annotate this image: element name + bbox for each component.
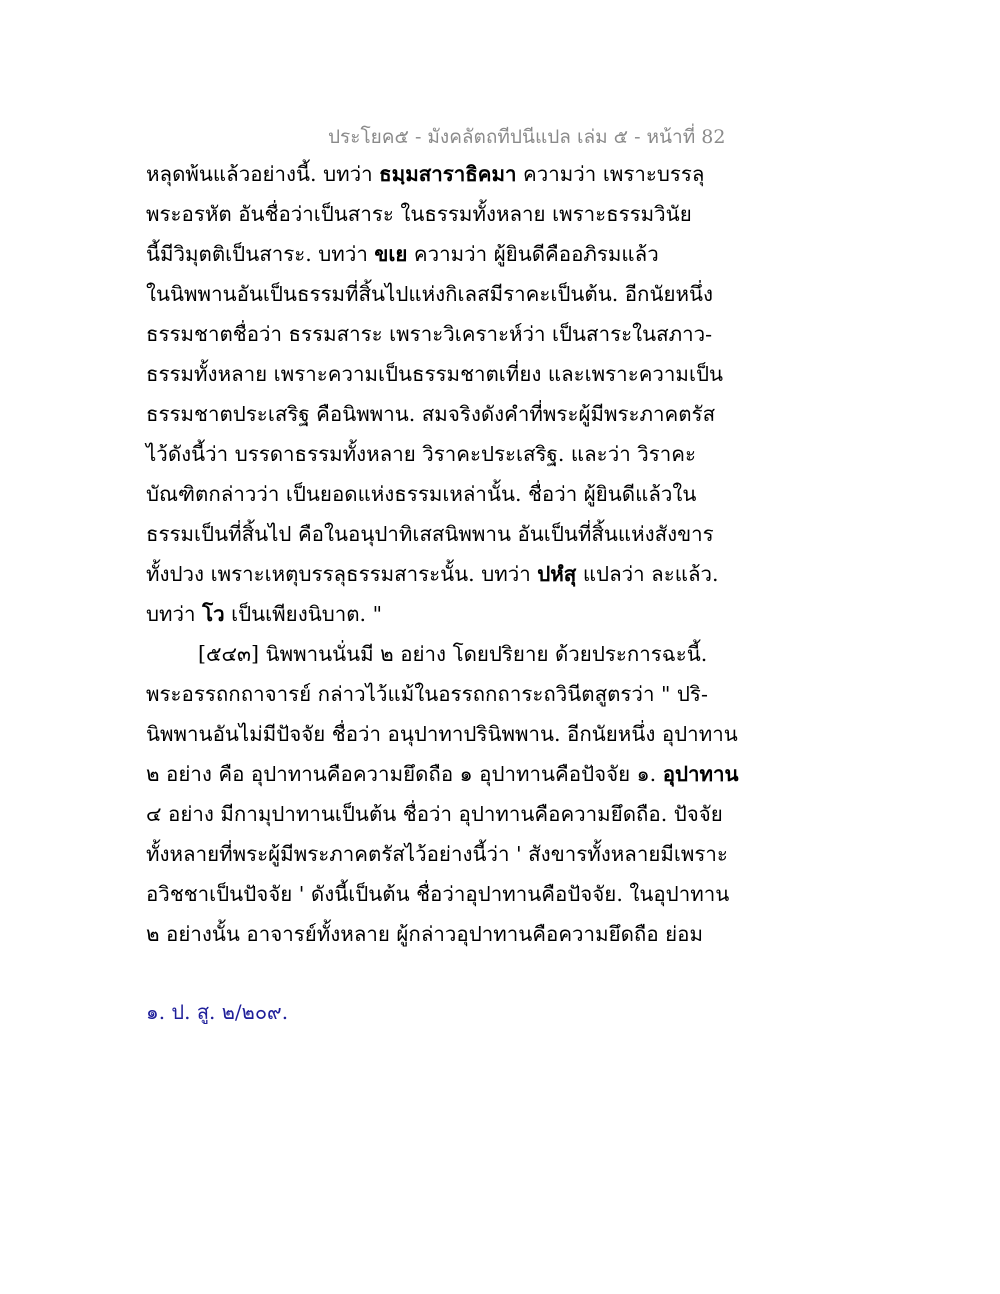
text-segment: บัณฑิตกล่าวว่า เป็นยอดแห่งธรรมเหล่านั้น. ชื่อว่า ผู้ยินดีแล้วใน [146, 482, 697, 506]
text-line [146, 434, 786, 474]
text-segment: นิพพานอันไม่มีปัจจัย ชื่อว่า อนุปาทาปรินิพพาน. อีกนัยหนึ่ง อุปาทาน [146, 722, 738, 746]
text-line [146, 394, 786, 434]
text-line [146, 594, 786, 634]
text-line [146, 834, 786, 874]
text-segment: บทว่า [146, 602, 203, 626]
bold-term: โว [202, 602, 225, 626]
text-line [146, 514, 786, 554]
text-line [146, 474, 786, 514]
text-line [146, 634, 786, 674]
text-segment: เป็นเพียงนิบาต. " [224, 602, 383, 626]
text-segment: ธรรมเป็นที่สิ้นไป คือในอนุปาทิเสสนิพพาน อันเป็นที่สิ้นแห่งสังขาร [146, 522, 714, 546]
text-line [146, 354, 786, 394]
text-segment: ในนิพพานอันเป็นธรรมที่สิ้นไปแห่งกิเลสมีราคะเป็นต้น. อีกนัยหนึ่ง [146, 282, 714, 306]
text-segment: ๒ อย่างนั้น อาจารย์ทั้งหลาย ผู้กล่าวอุปาทานคือความยึดถือ ย่อม [146, 922, 703, 946]
bold-term: อุปาทาน [662, 762, 739, 786]
text-segment: ทั้งหลายที่พระผู้มีพระภาคตรัสไว้อย่างนี้ว่า ' สังขารทั้งหลายมีเพราะ [146, 842, 728, 866]
text-line [146, 554, 786, 594]
text-line [146, 754, 786, 794]
text-segment: ทั้งปวง เพราะเหตุบรรลุธรรมสาระนั้น. บทว่า [146, 562, 538, 586]
text-line [146, 154, 786, 194]
text-line [146, 234, 786, 274]
text-line [146, 194, 786, 234]
text-line [146, 914, 786, 954]
text-segment: แปลว่า ละแล้ว. [576, 562, 719, 586]
text-segment: ความว่า ผู้ยินดีคืออภิรมแล้ว [407, 242, 659, 266]
text-segment: พระอรหัต อันชื่อว่าเป็นสาระ ในธรรมทั้งหลาย เพราะธรรมวินัย [146, 202, 692, 226]
bold-term: ธมฺมสาราธิคมา [379, 162, 517, 186]
text-segment: [๕๔๓] นิพพานนั่นมี ๒ อย่าง โดยปริยาย ด้วยประการฉะนี้. [198, 642, 708, 666]
text-segment: ไว้ดังนี้ว่า บรรดาธรรมทั้งหลาย วิราคะประเสริฐ. และว่า วิราคะ [146, 442, 696, 466]
text-segment: อวิชชาเป็นปัจจัย ' ดังนี้เป็นต้น ชื่อว่าอุปาทานคือปัจจัย. ในอุปาทาน [146, 882, 730, 906]
bold-term: ปหํสุ [537, 562, 577, 586]
text-line [146, 314, 786, 354]
text-line [146, 714, 786, 754]
page-header: ประโยค๕ - มังคลัตถทีปนีแปล เล่ม ๕ - หน้าที่ 82 [328, 126, 726, 148]
text-line [146, 794, 786, 834]
text-segment: ความว่า เพราะบรรลุ [516, 162, 705, 186]
text-segment: ธรรมชาตประเสริฐ คือนิพพาน. สมจริงดังคำที่พระผู้มีพระภาคตรัส [146, 402, 716, 426]
text-line [146, 274, 786, 314]
footnote: ๑. ป. สู. ๒/๒๐๙. [146, 1000, 289, 1024]
text-segment: ธรรมทั้งหลาย เพราะความเป็นธรรมชาตเที่ยง และเพราะความเป็น [146, 362, 723, 386]
text-segment: หลุดพ้นแล้วอย่างนี้. บทว่า [146, 162, 380, 186]
bold-term: ขเย [374, 242, 408, 266]
text-segment: ธรรมชาตชื่อว่า ธรรมสาระ เพราะวิเคราะห์ว่า เป็นสาระในสภาว- [146, 322, 713, 346]
text-line [146, 874, 786, 914]
text-line [146, 674, 786, 714]
body-text [146, 154, 786, 954]
text-segment: พระอรรถกถาจารย์ กล่าวไว้แม้ในอรรถกถาระถวินีตสูตรว่า " ปริ- [146, 682, 708, 706]
text-segment: ๔ อย่าง มีกามุปาทานเป็นต้น ชื่อว่า อุปาทานคือความยึดถือ. ปัจจัย [146, 802, 723, 826]
text-segment: นี้มีวิมุตติเป็นสาระ. บทว่า [146, 242, 375, 266]
text-segment: ๒ อย่าง คือ อุปาทานคือความยึดถือ ๑ อุปาทานคือปัจจัย ๑. [146, 762, 663, 786]
